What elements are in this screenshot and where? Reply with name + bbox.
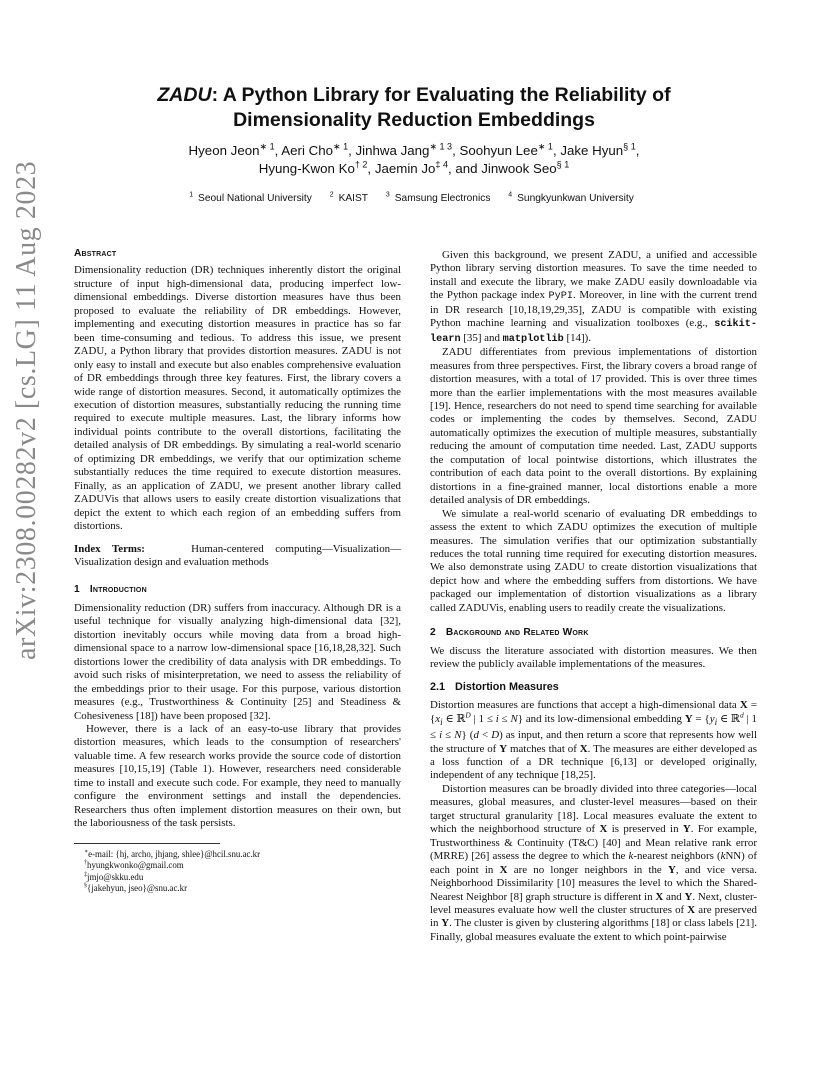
- title-line1: : A Python Library for Evaluating the Reliability of: [211, 84, 671, 106]
- body-paragraph: We discuss the literature associated with distortion measures. We then review the publicly available implementations of the measures.: [430, 644, 757, 671]
- body-paragraph: Distortion measures can be broadly divided into three categories—local measures, global measures, and cluster-level measures—based on their target structural granularity [18]. Local measures evaluate the extent to which the neighborhood structure of X is preserved in Y. For example, Trustworthiness & Continuity (T&C) [40] and Mean relative rank error (MRRE) [26] assess the degree to which the k-nearest neighbors (kNN) of each point in X are no longer neighbors in the Y, and vice versa. Neighborhood Dissimilarity [10] measures the level to which the Shared-Nearest Neighbor [8] graph structure is different in X and Y. Next, cluster-level measures evaluate how well the cluster structures of X are preserved in Y. The cluster is given by clustering algorithms [18] or class labels [21]. Finally, global measures evaluate the extent to which point-pairwise: [430, 782, 758, 943]
- author-mark: ∗ 1: [537, 141, 553, 152]
- footnote: ‡jmjo@skku.edu: [84, 871, 144, 882]
- author-name: Soohyun Lee: [459, 143, 538, 158]
- left-column: [74, 247, 401, 895]
- affiliation: $^3$ Samsung Electronics: [385, 191, 491, 204]
- index-terms: [74, 543, 401, 570]
- right-column: [430, 249, 757, 944]
- package-name: matplotlib: [502, 333, 564, 345]
- author-line-1: Hyeon Jeon$^{∗ 1}$, Aeri Cho$^{∗ 1}$, Jinhwa Jang$^{∗ 1 3}$, Soohyun Lee$^{∗ 1}$, Jake Hyun$^{\S 1}$,: [188, 141, 640, 158]
- body-paragraph: ZADU differentiates from previous implementations of distortion measures from three perspectives. First, the library covers a broad range of distortion measures, with a total of 17 provided. This is over three times more than the earlier implementations with the most measures available [19]. Hence, researchers do not need to spend time searching for available codes or implementing the codes by themselves. Second, ZADU automatically optimizes the execution of multiple measures, substantially reducing the amount of computation time needed. Last, ZADU supports the computation of local pointwise distortions, which illustrates the contribution of each data point to the overall distortions. By explaining distortions in a fine-grained manner, local distortions enable a more detailed analysis of DR embeddings.: [430, 346, 757, 507]
- index-terms-label: Index Terms:: [74, 542, 145, 555]
- abstract-heading: Abstract: [74, 248, 117, 259]
- subsection-2-1-heading: 2.1 Distortion Measures: [430, 680, 559, 693]
- title-library-name: ZADU: [157, 84, 212, 106]
- package-name: PyPI: [548, 291, 573, 303]
- author-mark: ∗ 1: [259, 141, 275, 152]
- footnote: ∗e-mail: {hj, archo, jhjang, shlee}@hcil.snu.ac.kr: [84, 848, 261, 859]
- index-terms-text: Human-centered computing—Visualization—Visualization design and evaluation methods: [74, 542, 401, 568]
- author-mark: ∗ 1 3: [429, 141, 453, 152]
- title-line2: Dimensionality Reduction Embeddings: [233, 108, 595, 131]
- author-list: [90, 142, 738, 178]
- intro-paragraph: Dimensionality reduction (DR) suffers from inaccuracy. Although DR is a useful technique for visually analyzing high-dimensional data [32], distortion inevitably occurs while moving data from a broad high-dimensional space to a narrow low-dimensional space [16,18,28,32]. Such distortions lower the credibility of data analysis with DR embeddings. To avoid such risks of misinterpretation, we need to assess the reliability of the embeddings prior to their usage. For this purpose, various distortion measures (e.g., Trustworthiness & Continuity [25] and Steadiness & Cohesiveness [18]) have been proposed [32].: [74, 601, 401, 722]
- body-paragraph: We simulate a real-world scenario of evaluating DR embeddings to assess the extent to which ZADU optimizes the execution of multiple measures. The simulation verifies that our optimization substantially reduces the total running time required for executing distortion measures. We also demonstrate using ZADU to create distortion visualizations that depict how and where the embedding suffers from distortions. We have packaged our implementation of distortion visualizations as a library called ZADUVis, enabling users to readily create the visualizations.: [430, 507, 757, 614]
- affiliation: $^2$ KAIST: [329, 191, 369, 204]
- author-name: Hyung-Kwon Ko: [258, 161, 355, 176]
- arxiv-identifier: arXiv:2308.00282v2 [cs.LG] 11 Aug 2023: [11, 160, 42, 660]
- footnote-divider: [74, 843, 220, 844]
- section-2-heading: 2 Background and Related Work: [430, 627, 589, 639]
- author-name: Jaemin Jo: [374, 161, 436, 176]
- footnote: §{jakehyun, jseo}@snu.ac.kr: [84, 883, 188, 894]
- abstract-text: Dimensionality reduction (DR) techniques inherently distort the original structure of input high-dimensional data, producing imperfect low-dimensional embeddings. Diverse distortion measures have thus been proposed to evaluate the reliability of DR embeddings. However, implementing and executing distortion measures in practice has so far been time-consuming and tedious. To address this issue, we present ZADU, a Python library that provides distortion measures. ZADU is not only easy to install and execute but also enables comprehensive evaluation of DR embeddings through three key features. First, the library covers a wide range of distortion measures. Second, it automatically optimizes the execution of distortion measures, substantially reducing the running time required to execute multiple measures. Last, the library informs how individual points contribute to the overall distortions, facilitating the detailed analysis of DR embeddings. By simulating a real-world scenario of optimizing DR embeddings, we verify that our optimization scheme substantially reduces the time required to execute distortion measures. Finally, as an application of ZADU, we present another library called ZADUVis that allows users to easily create distortion visualizations that depict the extent to which each region of an embedding suffers from distortions.: [74, 264, 401, 533]
- affiliation-list: [90, 192, 738, 205]
- footnote: †hyungkwonko@gmail.com: [84, 860, 184, 871]
- intro-paragraph: However, there is a lack of an easy-to-use library that provides distortion measures, which leads to the consumption of researchers' valuable time. A few research works provide the source code of distortion measures [10,15,19] (Table 1). However, researchers need considerable time to install and execute such code. For example, they need to manually configure the environment settings and install the dependencies. Researchers thus often implement distortion measures on their own, but the laboriousness of the task persists.: [74, 722, 401, 830]
- author-mark: § 1: [623, 141, 636, 152]
- body-paragraph: Distortion measures are functions that accept a high-dimensional data $X = \{x_i$ ∈ ℝ$^D$ | 1 ≤ i ≤ N} and its low-dimensional embedding $Y = \{y_i$ ∈ ℝ$^d$ | 1 ≤ i ≤ N} (d < D) as input, and then return a score that represents how well the structure of Y matches that of X. The measures are either developed as a loss function of a DR technique [6,13] or developed originally, independent of any technique [18,25].: [430, 699, 757, 782]
- package-name: scikit-learn: [430, 319, 757, 345]
- author-name: Jinhwa Jang: [355, 143, 430, 158]
- author-name: Jake Hyun: [560, 143, 624, 158]
- body-paragraph: Given this background, we present ZADU, a unified and accessible Python library serving distortion measures. To save the time needed to install and execute the library, we make ZADU easily downloadable via the Python package index PyPI. Moreover, in line with the current trend in DR research [10,18,19,29,35], ZADU is compatible with existing Python machine learning and visualization toolboxes (e.g., scikit-learn [35] and matplotlib [14]).: [430, 249, 757, 345]
- author-mark: ∗ 1: [333, 141, 349, 152]
- author-mark: § 1: [556, 159, 570, 170]
- author-mark: † 2: [354, 159, 368, 170]
- author-mark: ‡ 4: [435, 159, 448, 170]
- author-name: Aeri Cho: [281, 143, 334, 158]
- paper-title: [90, 83, 738, 132]
- author-line-2: Hyung-Kwon Ko$^{\dagger 2}$, Jaemin Jo$^{\ddagger 4}$, and Jinwook Seo$^{\S 1}$: [258, 159, 570, 176]
- author-name: Hyeon Jeon: [188, 143, 260, 158]
- affiliation: $^4$ Sungkyunkwan University: [508, 191, 634, 204]
- section-1-heading: 1 Introduction: [74, 584, 147, 596]
- author-name: Jinwook Seo: [481, 161, 557, 176]
- affiliation: $^1$ Seoul National University: [189, 191, 312, 204]
- footnotes: [74, 849, 401, 895]
